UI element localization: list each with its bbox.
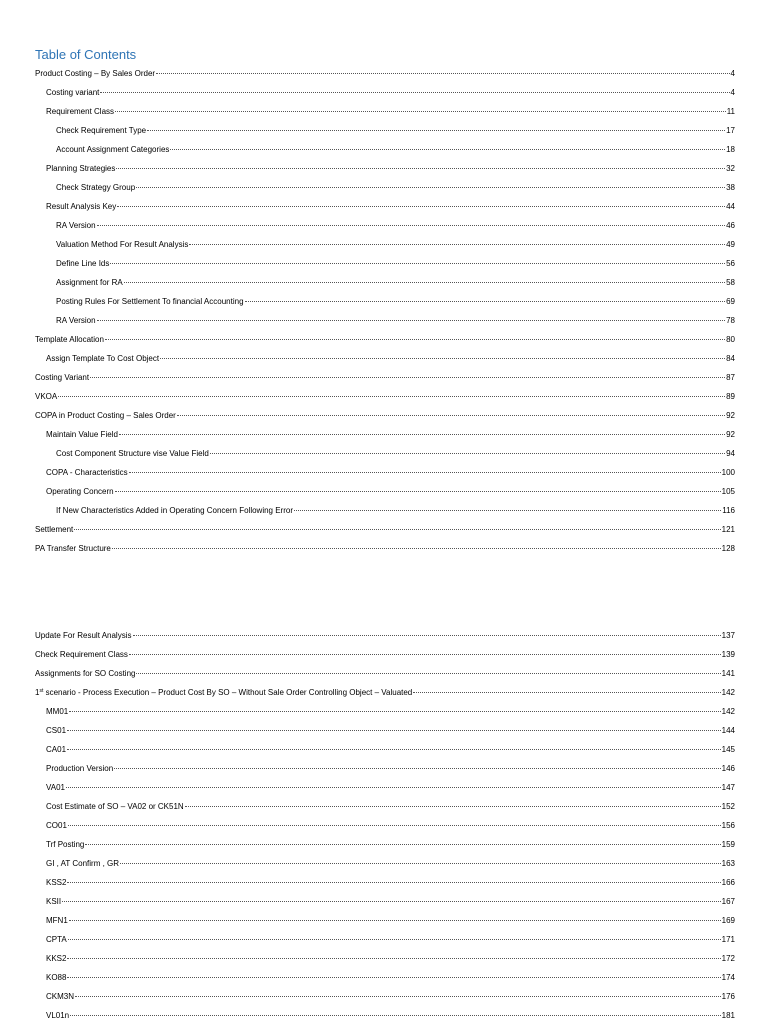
toc-entry-label[interactable]: MFN1 bbox=[46, 916, 68, 925]
toc-entry-dot-leader bbox=[58, 396, 725, 397]
toc-entry-label[interactable]: Requirement Class bbox=[46, 107, 115, 116]
toc-entry-dot-leader bbox=[67, 977, 720, 978]
toc-entry-dot-leader bbox=[245, 301, 726, 302]
toc-entry-label[interactable]: If New Characteristics Added in Operating Concern Following Error bbox=[56, 506, 293, 515]
toc-list-block-1 bbox=[35, 64, 735, 558]
toc-entry-page-number[interactable]: 17 bbox=[726, 126, 735, 135]
toc-entry[interactable] bbox=[35, 816, 735, 835]
toc-entry-page-number[interactable]: 4 bbox=[730, 69, 735, 78]
toc-entry[interactable] bbox=[35, 968, 735, 987]
toc-entry[interactable] bbox=[35, 102, 735, 121]
toc-entry-page-number[interactable]: 69 bbox=[726, 297, 735, 306]
toc-entry-dot-leader bbox=[110, 263, 725, 264]
toc-entry-dot-leader bbox=[147, 130, 725, 131]
toc-entry[interactable] bbox=[35, 702, 735, 721]
toc-entry[interactable] bbox=[35, 406, 735, 425]
toc-entry-label[interactable]: VA01 bbox=[46, 783, 65, 792]
toc-entry-dot-leader bbox=[67, 730, 721, 731]
toc-entry-page-number[interactable]: 142 bbox=[721, 688, 735, 697]
toc-entry-dot-leader bbox=[74, 529, 720, 530]
toc-entry-label[interactable]: KSS2 bbox=[46, 878, 67, 887]
toc-entry-label[interactable]: Check Requirement Class bbox=[35, 650, 128, 659]
toc-entry-label-text: scenario - Process Execution – Product Cost By SO – Without Sale Order Controlling Object – Valuated bbox=[43, 688, 413, 697]
toc-entry[interactable] bbox=[35, 949, 735, 968]
toc-entry-dot-leader bbox=[67, 749, 721, 750]
toc-entry-label[interactable]: KO88 bbox=[46, 973, 67, 982]
toc-entry-page-number[interactable]: 80 bbox=[726, 335, 735, 344]
toc-entry[interactable] bbox=[35, 626, 735, 645]
toc-entry-page-number[interactable]: 38 bbox=[726, 183, 735, 192]
toc-entry[interactable] bbox=[35, 797, 735, 816]
toc-entry[interactable] bbox=[35, 482, 735, 501]
toc-entry-dot-leader bbox=[136, 187, 725, 188]
toc-entry-label[interactable]: Maintain Value Field bbox=[46, 430, 118, 439]
toc-entry-page-number[interactable]: 163 bbox=[721, 859, 735, 868]
toc-entry-dot-leader bbox=[112, 548, 721, 549]
toc-entry-page-number[interactable]: 146 bbox=[721, 764, 735, 773]
toc-entry-label[interactable]: Production Version bbox=[46, 764, 114, 773]
toc-entry-label[interactable]: Result Analysis Key bbox=[46, 202, 117, 211]
toc-entry[interactable] bbox=[35, 664, 735, 683]
toc-entry-label[interactable]: Settlement bbox=[35, 525, 74, 534]
toc-entry-dot-leader bbox=[85, 844, 720, 845]
toc-entry[interactable] bbox=[35, 873, 735, 892]
toc-entry-page-number[interactable]: 78 bbox=[726, 316, 735, 325]
toc-entry-page-number[interactable]: 159 bbox=[721, 840, 735, 849]
toc-entry-dot-leader bbox=[67, 958, 720, 959]
toc-entry-label[interactable]: COPA - Characteristics bbox=[46, 468, 128, 477]
toc-entry-label[interactable]: Update For Result Analysis bbox=[35, 631, 132, 640]
toc-entry-page-number[interactable]: 46 bbox=[726, 221, 735, 230]
toc-entry[interactable] bbox=[35, 892, 735, 911]
toc-entry-page-number[interactable]: 171 bbox=[721, 935, 735, 944]
toc-entry[interactable] bbox=[35, 197, 735, 216]
toc-entry-dot-leader bbox=[62, 901, 721, 902]
toc-entry[interactable] bbox=[35, 740, 735, 759]
toc-entry-page-number[interactable]: 49 bbox=[726, 240, 735, 249]
toc-entry-label[interactable]: Account Assignment Categories bbox=[56, 145, 170, 154]
toc-entry-page-number[interactable]: 56 bbox=[726, 259, 735, 268]
toc-entry-dot-leader bbox=[210, 453, 725, 454]
toc-entry-dot-leader bbox=[120, 863, 721, 864]
toc-entry-page-number[interactable]: 87 bbox=[726, 373, 735, 382]
toc-entry-dot-leader bbox=[97, 320, 726, 321]
toc-entry-dot-leader bbox=[129, 654, 721, 655]
toc-entry[interactable] bbox=[35, 254, 735, 273]
toc-entry-label[interactable]: Valuation Method For Result Analysis bbox=[56, 240, 189, 249]
toc-entry-page-number[interactable]: 105 bbox=[721, 487, 735, 496]
toc-entry-dot-leader bbox=[68, 825, 721, 826]
toc-entry[interactable] bbox=[35, 987, 735, 1006]
toc-entry[interactable] bbox=[35, 930, 735, 949]
toc-entry-page-number[interactable]: 144 bbox=[721, 726, 735, 735]
toc-entry-label[interactable]: CPTA bbox=[46, 935, 67, 944]
toc-entry-page-number[interactable]: 4 bbox=[730, 88, 735, 97]
toc-entry-page-number[interactable]: 141 bbox=[721, 669, 735, 678]
toc-entry[interactable] bbox=[35, 273, 735, 292]
toc-entry-page-number[interactable]: 142 bbox=[721, 707, 735, 716]
toc-entry[interactable] bbox=[35, 64, 735, 83]
toc-entry-page-number[interactable]: 32 bbox=[726, 164, 735, 173]
toc-entry-label[interactable]: Define Line Ids bbox=[56, 259, 110, 268]
toc-entry[interactable] bbox=[35, 539, 735, 558]
toc-entry[interactable] bbox=[35, 520, 735, 539]
toc-entry-label-prefix: 1 bbox=[35, 688, 40, 697]
toc-entry[interactable] bbox=[35, 349, 735, 368]
toc-entry-dot-leader bbox=[160, 358, 725, 359]
toc-entry-dot-leader bbox=[170, 149, 725, 150]
toc-entry-dot-leader bbox=[124, 282, 725, 283]
toc-entry-page-number[interactable]: 100 bbox=[721, 468, 735, 477]
toc-entry-label[interactable]: Check Requirement Type bbox=[56, 126, 147, 135]
toc-entry-label-superscript: st bbox=[39, 688, 44, 694]
toc-entry-label[interactable]: CO01 bbox=[46, 821, 67, 830]
toc-entry-dot-leader bbox=[69, 920, 721, 921]
toc-entry-label[interactable] bbox=[35, 683, 412, 702]
toc-entry[interactable] bbox=[35, 854, 735, 873]
toc-entry-page-number[interactable]: 92 bbox=[726, 411, 735, 420]
toc-entry-page-number[interactable]: 94 bbox=[726, 449, 735, 458]
toc-entry[interactable] bbox=[35, 292, 735, 311]
toc-entry-dot-leader bbox=[66, 787, 721, 788]
toc-entry-dot-leader bbox=[90, 377, 725, 378]
toc-entry-page-number[interactable]: 139 bbox=[721, 650, 735, 659]
toc-entry-page-number[interactable]: 58 bbox=[726, 278, 735, 287]
toc-entry-dot-leader bbox=[75, 996, 721, 997]
toc-entry[interactable] bbox=[35, 425, 735, 444]
toc-entry-label[interactable]: KKS2 bbox=[46, 954, 67, 963]
toc-entry-label[interactable]: KSII bbox=[46, 897, 62, 906]
toc-entry[interactable] bbox=[35, 140, 735, 159]
toc-entry-dot-leader bbox=[105, 339, 725, 340]
toc-entry-label[interactable]: RA Version bbox=[56, 316, 96, 325]
toc-entry-label[interactable]: CA01 bbox=[46, 745, 67, 754]
toc-entry[interactable] bbox=[35, 463, 735, 482]
toc-entry[interactable] bbox=[35, 759, 735, 778]
toc-entry-label[interactable]: PA Transfer Structure bbox=[35, 544, 111, 553]
toc-entry-page-number[interactable]: 169 bbox=[721, 916, 735, 925]
toc-entry-page-number[interactable]: 145 bbox=[721, 745, 735, 754]
toc-entry-dot-leader bbox=[69, 711, 720, 712]
toc-entry-dot-leader bbox=[136, 673, 720, 674]
toc-entry-page-number[interactable]: 181 bbox=[721, 1011, 735, 1020]
toc-entry-page-number[interactable]: 18 bbox=[726, 145, 735, 154]
toc-list-block-2 bbox=[35, 626, 735, 1025]
toc-entry-dot-leader bbox=[119, 434, 725, 435]
toc-entry-label[interactable]: VKOA bbox=[35, 392, 58, 401]
toc-entry[interactable] bbox=[35, 121, 735, 140]
toc-entry[interactable] bbox=[35, 444, 735, 463]
toc-entry-label[interactable]: MM01 bbox=[46, 707, 69, 716]
toc-entry-dot-leader bbox=[294, 510, 721, 511]
toc-entry-page-number[interactable]: 44 bbox=[726, 202, 735, 211]
toc-entry-label[interactable]: COPA in Product Costing – Sales Order bbox=[35, 411, 176, 420]
toc-entry-label[interactable]: VL01n bbox=[46, 1011, 70, 1020]
toc-entry[interactable] bbox=[35, 645, 735, 664]
toc-entry-dot-leader bbox=[177, 415, 725, 416]
toc-entry[interactable] bbox=[35, 330, 735, 349]
toc-entry-dot-leader bbox=[114, 768, 720, 769]
toc-entry[interactable] bbox=[35, 387, 735, 406]
toc-entry[interactable] bbox=[35, 235, 735, 254]
toc-entry-label[interactable]: Template Allocation bbox=[35, 335, 104, 344]
toc-entry-dot-leader bbox=[115, 111, 726, 112]
toc-entry-page-number[interactable]: 166 bbox=[721, 878, 735, 887]
toc-entry[interactable] bbox=[35, 1006, 735, 1025]
toc-entry-label[interactable]: Operating Concern bbox=[46, 487, 114, 496]
toc-entry-dot-leader bbox=[156, 73, 729, 74]
toc-entry-page-number[interactable]: 137 bbox=[721, 631, 735, 640]
toc-entry-label[interactable]: CS01 bbox=[46, 726, 67, 735]
toc-entry-page-number[interactable]: 84 bbox=[726, 354, 735, 363]
toc-entry-label[interactable]: Cost Component Structure vise Value Field bbox=[56, 449, 209, 458]
toc-entry[interactable] bbox=[35, 778, 735, 797]
toc-entry[interactable] bbox=[35, 83, 735, 102]
toc-entry-page-number[interactable]: 176 bbox=[721, 992, 735, 1001]
toc-entry-label[interactable]: Costing variant bbox=[46, 88, 100, 97]
toc-entry[interactable] bbox=[35, 721, 735, 740]
toc-entry-label[interactable]: Check Strategy Group bbox=[56, 183, 136, 192]
toc-entry-page-number[interactable]: 89 bbox=[726, 392, 735, 401]
toc-entry-page-number[interactable]: 172 bbox=[721, 954, 735, 963]
toc-entry-dot-leader bbox=[97, 225, 726, 226]
toc-entry-page-number[interactable]: 128 bbox=[721, 544, 735, 553]
toc-entry-page-number[interactable]: 92 bbox=[726, 430, 735, 439]
toc-entry-dot-leader bbox=[117, 206, 725, 207]
toc-entry-page-number[interactable]: 116 bbox=[722, 506, 735, 515]
toc-entry[interactable] bbox=[35, 178, 735, 197]
toc-entry-page-number[interactable]: 121 bbox=[721, 525, 735, 534]
toc-entry[interactable] bbox=[35, 501, 735, 520]
toc-entry[interactable] bbox=[35, 311, 735, 330]
toc-entry-page-number[interactable]: 11 bbox=[726, 107, 735, 116]
toc-entry[interactable] bbox=[35, 835, 735, 854]
toc-entry-label[interactable]: Cost Estimate of SO – VA02 or CK51N bbox=[46, 802, 184, 811]
toc-entry-dot-leader bbox=[413, 692, 720, 693]
toc-entry-label[interactable]: Assignments for SO Costing bbox=[35, 669, 136, 678]
toc-entry-page-number[interactable]: 167 bbox=[721, 897, 735, 906]
toc-entry-label[interactable]: CKM3N bbox=[46, 992, 75, 1001]
toc-entry-dot-leader bbox=[116, 168, 725, 169]
toc-entry-dot-leader bbox=[100, 92, 729, 93]
toc-entry-page-number[interactable]: 147 bbox=[721, 783, 735, 792]
toc-entry-label[interactable]: Trf Posting bbox=[46, 840, 85, 849]
toc-entry-label[interactable]: Product Costing – By Sales Order bbox=[35, 69, 156, 78]
toc-entry-page-number[interactable]: 174 bbox=[721, 973, 735, 982]
toc-entry-dot-leader bbox=[185, 806, 721, 807]
toc-entry[interactable] bbox=[35, 159, 735, 178]
toc-entry-dot-leader bbox=[189, 244, 725, 245]
toc-entry-dot-leader bbox=[133, 635, 721, 636]
toc-entry-label[interactable]: GI , AT Confirm , GR bbox=[46, 859, 120, 868]
toc-entry-label[interactable]: Assign Template To Cost Object bbox=[46, 354, 160, 363]
toc-entry[interactable] bbox=[35, 368, 735, 387]
toc-entry-dot-leader bbox=[115, 491, 721, 492]
toc-entry-label[interactable]: Assignment for RA bbox=[56, 278, 123, 287]
toc-entry[interactable] bbox=[35, 216, 735, 235]
toc-entry-label[interactable]: Posting Rules For Settlement To financial Accounting bbox=[56, 297, 244, 306]
toc-entry-label[interactable]: Planning Strategies bbox=[46, 164, 116, 173]
toc-entry-page-number[interactable]: 152 bbox=[721, 802, 735, 811]
toc-entry-dot-leader bbox=[67, 882, 720, 883]
toc-entry-dot-leader bbox=[68, 939, 721, 940]
toc-entry[interactable] bbox=[35, 683, 735, 702]
toc-entry-dot-leader bbox=[70, 1015, 721, 1016]
toc-entry-label[interactable]: RA Version bbox=[56, 221, 96, 230]
toc-entry[interactable] bbox=[35, 911, 735, 930]
toc-entry-dot-leader bbox=[129, 472, 721, 473]
toc-title: Table of Contents bbox=[35, 47, 137, 62]
toc-entry-page-number[interactable]: 156 bbox=[721, 821, 735, 830]
toc-entry-label[interactable]: Costing Variant bbox=[35, 373, 90, 382]
